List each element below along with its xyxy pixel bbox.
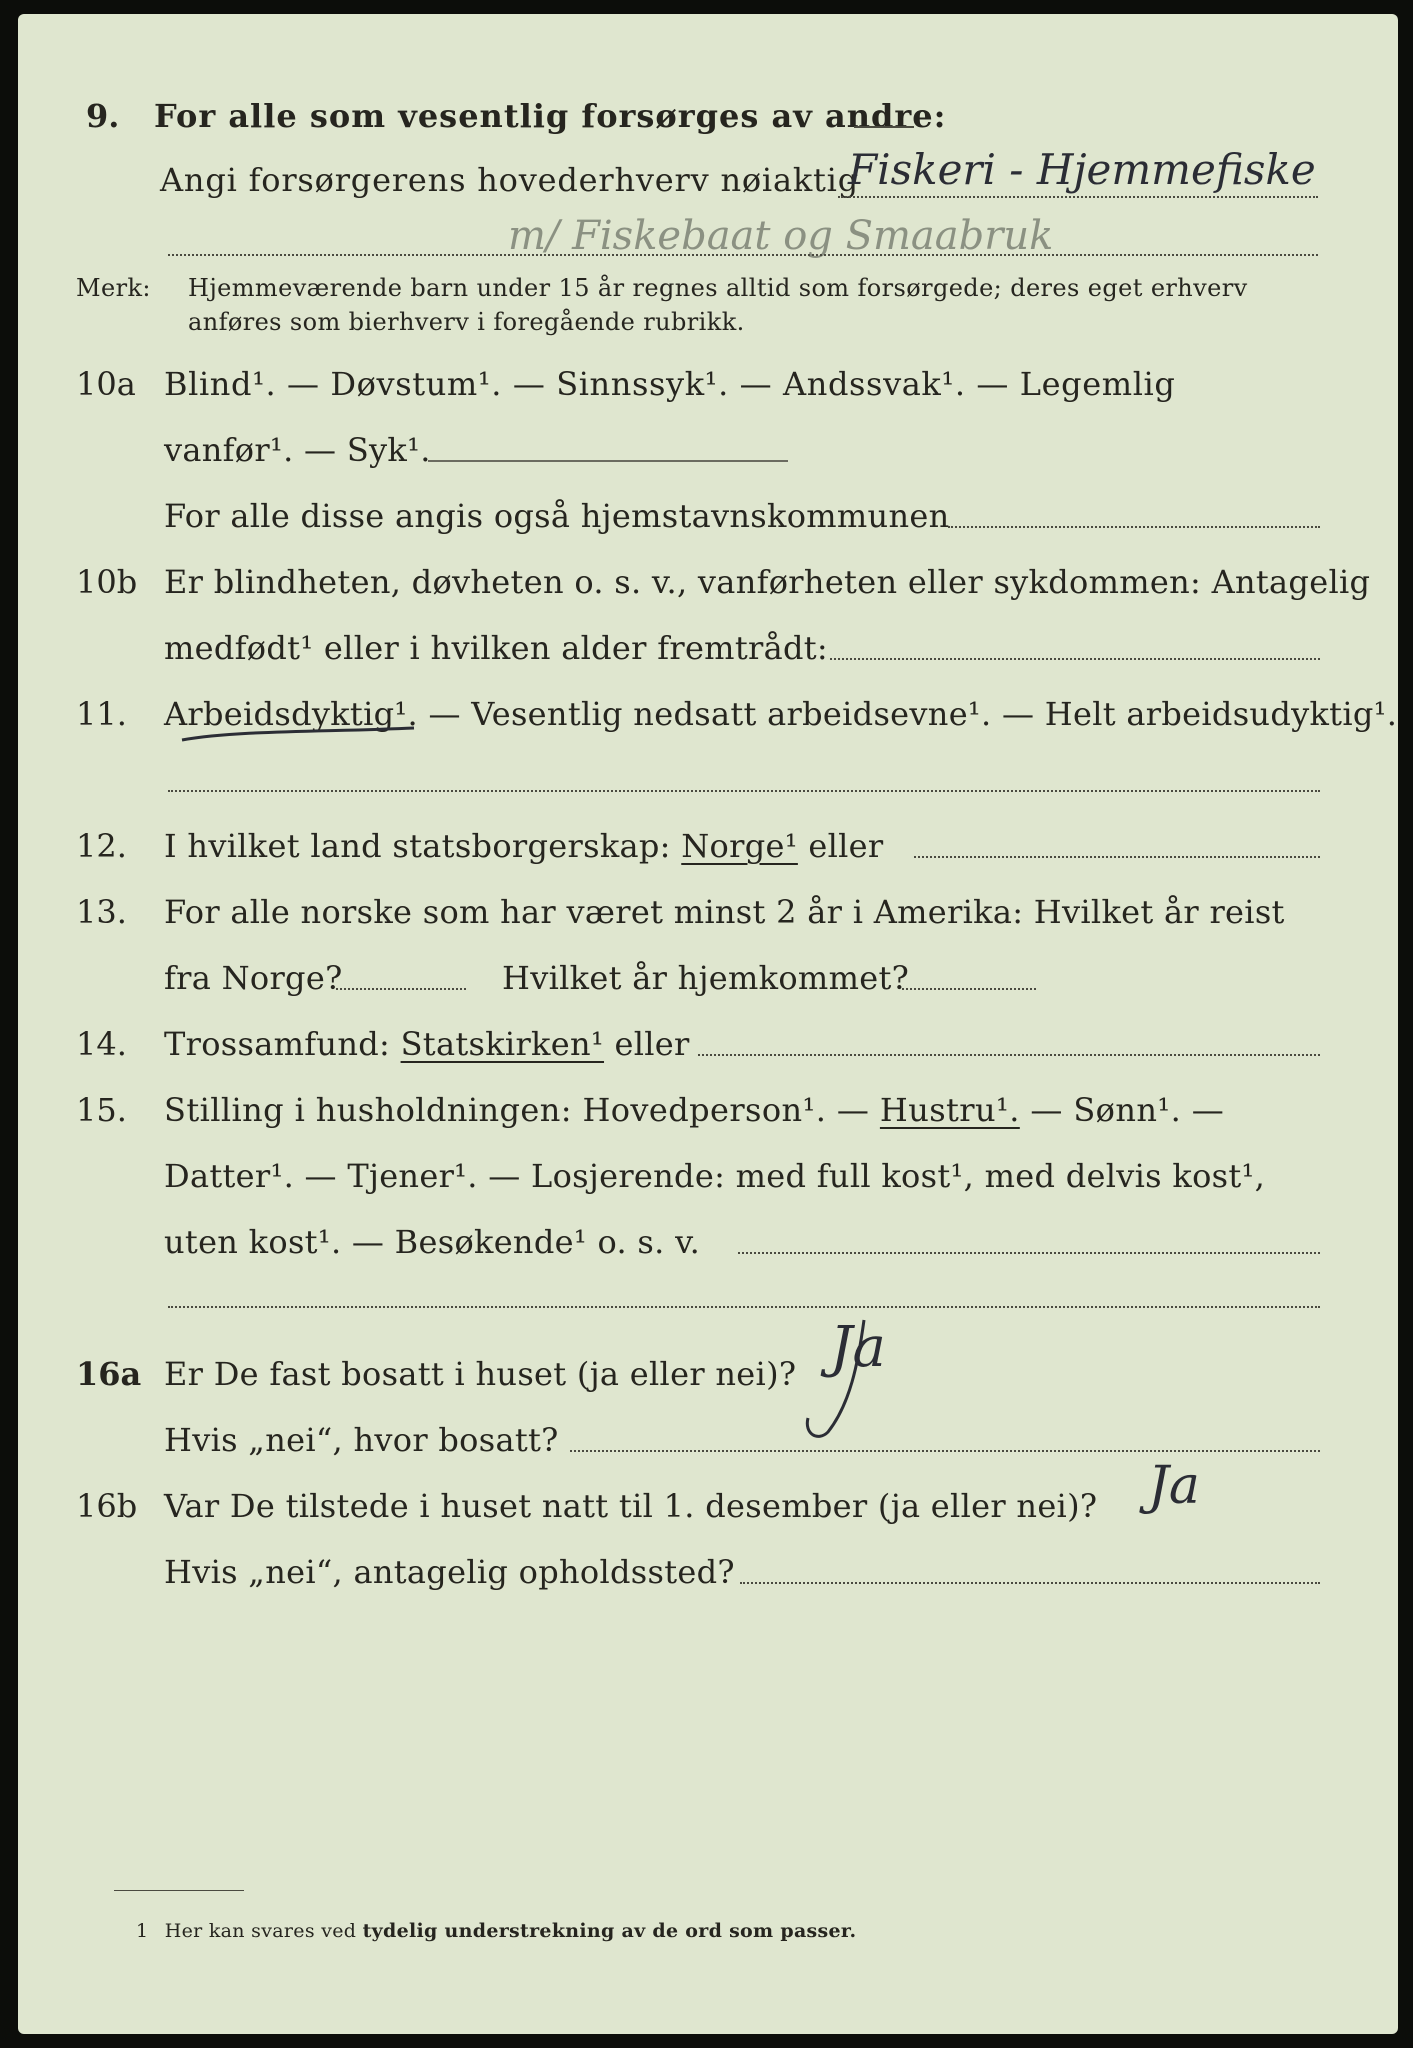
- q10b-line2: medfødt¹ eller i hvilken alder fremtrådt:: [164, 629, 828, 667]
- footnote-mark: 1: [136, 1920, 149, 1942]
- q13-line1: For alle norske som har været minst 2 år i Amerika: Hvilket år reist: [164, 893, 1285, 931]
- q16a-line1: Er De fast bosatt i huset (ja eller nei)?: [164, 1355, 797, 1393]
- merk-label: Merk:: [76, 274, 151, 302]
- q9-handwritten-answer-2: m/ Fiskebaat og Smaabruk: [508, 213, 1054, 259]
- q12-rule: [914, 856, 1320, 858]
- merk-line1: Hjemmeværende barn under 15 år regnes alltid som forsørgede; deres eget erhverv: [188, 274, 1248, 302]
- q9-number: 9.: [86, 97, 120, 135]
- q10a-line2: vanfør¹. — Syk¹.: [164, 431, 431, 469]
- q9-handwritten-answer-1: Fiskeri - Hjemmefiske: [848, 145, 1316, 194]
- q15-number: 15.: [76, 1091, 127, 1129]
- q9-line2: Angi forsørgerens hovederhverv nøiaktig: [160, 161, 859, 199]
- q10b-number: 10b: [76, 563, 138, 601]
- q16a-rule: [570, 1450, 1320, 1452]
- q9-answer-rule: [838, 196, 1318, 198]
- q9-line1-rule: [854, 126, 914, 128]
- q15-rule-2: [168, 1306, 1320, 1308]
- q16a-line2: Hvis „nei“, hvor bosatt?: [164, 1421, 559, 1459]
- q11-number: 11.: [76, 695, 127, 733]
- q14-line: Trossamfund: Statskirken¹ eller: [164, 1025, 690, 1063]
- q10b-line1: Er blindheten, døvheten o. s. v., vanførheten eller sykdommen: Antagelig: [164, 563, 1371, 601]
- q11-rule: [168, 790, 1320, 792]
- q15-option-hustru: Hustru¹.: [879, 1091, 1020, 1129]
- q15-line1: Stilling i husholdningen: Hovedperson¹. — Hustru¹. — Sønn¹. —: [164, 1091, 1225, 1129]
- q15-line3: uten kost¹. — Besøkende¹ o. s. v.: [164, 1223, 701, 1261]
- footnote-divider: [114, 1890, 244, 1891]
- q13-line2b: Hvilket år hjemkommet?: [502, 959, 910, 997]
- q16a-answer-stroke: [798, 1314, 878, 1444]
- merk-line2: anføres som bierhverv i foregående rubrikk.: [188, 308, 745, 336]
- q11-underline-mark: [178, 722, 418, 752]
- q16b-line2: Hvis „nei“, antagelig opholdssted?: [164, 1553, 735, 1591]
- q10a-line3: For alle disse angis også hjemstavnskommunen: [164, 497, 950, 535]
- q14-rule: [698, 1054, 1320, 1056]
- q16a-handwritten-answer: Ja: [830, 1315, 886, 1380]
- q10a-syk-rule: [428, 460, 788, 462]
- q14-number: 14.: [76, 1025, 127, 1063]
- q16b-handwritten-answer: Ja: [1148, 1456, 1200, 1516]
- q13-reist-rule: [336, 988, 466, 990]
- q13-line2a: fra Norge?: [164, 959, 343, 997]
- q13-hjemkommet-rule: [902, 988, 1036, 990]
- q16a-number: 16a: [76, 1355, 142, 1393]
- q14-option-statskirken: Statskirken¹: [400, 1025, 605, 1063]
- q12-option-norge: Norge¹: [681, 827, 798, 865]
- q15-rule-1: [738, 1252, 1320, 1254]
- q13-number: 13.: [76, 893, 127, 931]
- q10a-hjemstavn-rule: [948, 526, 1320, 528]
- q11-rest: — Vesentlig nedsatt arbeidsevne¹. — Helt arbeidsudyktig¹.: [418, 695, 1398, 733]
- q9-rule-2: [168, 254, 1318, 256]
- q10a-number: 10a: [76, 365, 136, 403]
- census-form-page: [18, 14, 1398, 2034]
- q10b-rule: [830, 658, 1320, 660]
- q11-option-arbeidsdyktig: Arbeidsdyktig¹.: [164, 695, 418, 733]
- q12-number: 12.: [76, 827, 127, 865]
- q10a-line1: Blind¹. — Døvstum¹. — Sinnssyk¹. — Andssvak¹. — Legemlig: [164, 365, 1176, 403]
- q15-line2: Datter¹. — Tjener¹. — Losjerende: med full kost¹, med delvis kost¹,: [164, 1157, 1266, 1195]
- q12-line: I hvilket land statsborgerskap: Norge¹ eller: [164, 827, 884, 865]
- q16b-rule: [740, 1582, 1320, 1584]
- footnote: 1 Her kan svares ved tydelig understrekning av de ord som passer.: [136, 1920, 857, 1942]
- q9-line1: For alle som vesentlig forsørges av andre:: [154, 97, 947, 135]
- q16b-line1: Var De tilstede i huset natt til 1. desember (ja eller nei)?: [164, 1487, 1098, 1525]
- q16b-number: 16b: [76, 1487, 138, 1525]
